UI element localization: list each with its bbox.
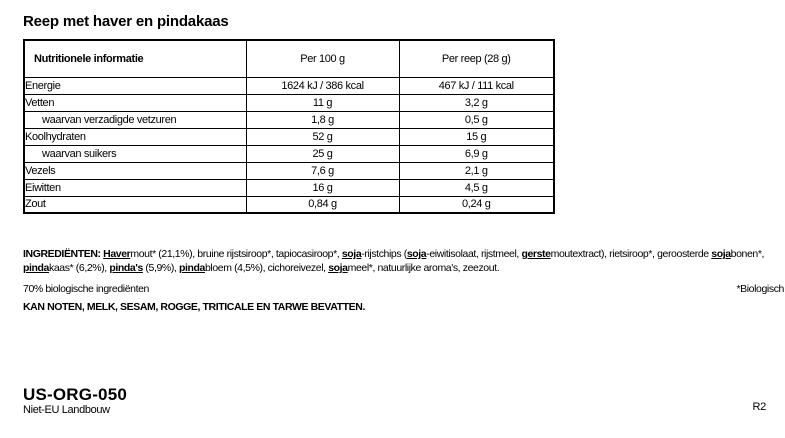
value-per-reep: 0,24 g (399, 196, 554, 213)
revision-number: R2 (752, 401, 766, 413)
allergen-highlight: soja (328, 262, 348, 274)
allergen-warning: KAN NOTEN, MELK, SESAM, ROGGE, TRITICALE EN TARWE BEVATTEN. (23, 301, 365, 313)
table-row (24, 162, 554, 179)
value-per-reep: 0,5 g (399, 111, 554, 128)
value-per-reep: 467 kJ / 111 kcal (399, 77, 554, 94)
nutrient-label: Eiwitten (24, 179, 246, 196)
ingredient-text: INGREDIËNTEN: (23, 248, 104, 260)
nutrient-label: waarvan verzadigde vetzuren (24, 111, 246, 128)
table-header-row (24, 40, 554, 77)
nutrition-table (23, 39, 555, 214)
value-per-reep: 6,9 g (399, 145, 554, 162)
nutrient-label: Vetten (24, 94, 246, 111)
value-per-100g: 16 g (246, 179, 399, 196)
nutrient-label: Energie (24, 77, 246, 94)
table-row (24, 77, 554, 94)
allergen-highlight: Haver (103, 248, 131, 260)
table-header-nutrition-info: Nutritionele informatie (24, 40, 246, 77)
ingredient-text: moutextract), rietsiroop*, geroosterde (550, 248, 712, 260)
allergen-highlight: pinda (23, 262, 49, 274)
ingredient-text: kaas* (6,2%), (49, 262, 110, 274)
table-row (24, 196, 554, 213)
table-header-per-100g: Per 100 g (246, 40, 399, 77)
nutrient-label: Koolhydraten (24, 128, 246, 145)
value-per-100g: 1,8 g (246, 111, 399, 128)
ingredients-section (23, 247, 784, 314)
nutrient-label: Zout (24, 196, 246, 213)
allergen-highlight: soja (711, 248, 731, 260)
table-row (24, 179, 554, 196)
organic-line (23, 282, 784, 296)
allergen-highlight: pinda (178, 262, 205, 274)
ingredient-text: bloem (4,5%), cichoreivezel, (204, 262, 329, 274)
value-per-100g: 52 g (246, 128, 399, 145)
value-per-100g: 1624 kJ / 386 kcal (246, 77, 399, 94)
table-header-per-reep: Per reep (28 g) (399, 40, 554, 77)
ingredients-paragraph (23, 247, 784, 275)
value-per-100g: 11 g (246, 94, 399, 111)
value-per-100g: 25 g (246, 145, 399, 162)
organic-percentage-note: 70% biologische ingrediënten (23, 283, 149, 295)
value-per-100g: 0,84 g (246, 196, 399, 213)
organic-footnote: *Biologisch (736, 283, 784, 295)
table-row (24, 145, 554, 162)
value-per-reep: 3,2 g (399, 94, 554, 111)
value-per-reep: 2,1 g (399, 162, 554, 179)
table-row (24, 128, 554, 145)
ingredient-text: -rijstchips ( (361, 248, 407, 260)
allergen-highlight: pinda's (109, 262, 143, 274)
nutrient-label: Vezels (24, 162, 246, 179)
ingredient-text: mout* (21,1%), bruine rijstsiroop*, tapiocasiroop*, (130, 248, 342, 260)
ingredient-text: bonen*, (730, 248, 765, 260)
ingredient-text: (5,9%), (142, 262, 179, 274)
allergen-highlight: soja (406, 248, 427, 260)
agriculture-origin: Niet-EU Landbouw (23, 404, 110, 416)
certification-code: US-ORG-050 (23, 385, 128, 404)
value-per-reep: 4,5 g (399, 179, 554, 196)
allergen-highlight: soja (341, 248, 362, 260)
allergen-highlight: gerste (521, 248, 551, 260)
nutrient-label: waarvan suikers (24, 145, 246, 162)
product-title: Reep met haver en pindakaas (23, 13, 229, 30)
table-row (24, 94, 554, 111)
value-per-reep: 15 g (399, 128, 554, 145)
ingredient-text: meel*, natuurlijke aroma's, zeezout. (347, 262, 500, 274)
value-per-100g: 7,6 g (246, 162, 399, 179)
table-row (24, 111, 554, 128)
ingredient-text: -eiwitisolaat, rijstmeel, (426, 248, 522, 260)
